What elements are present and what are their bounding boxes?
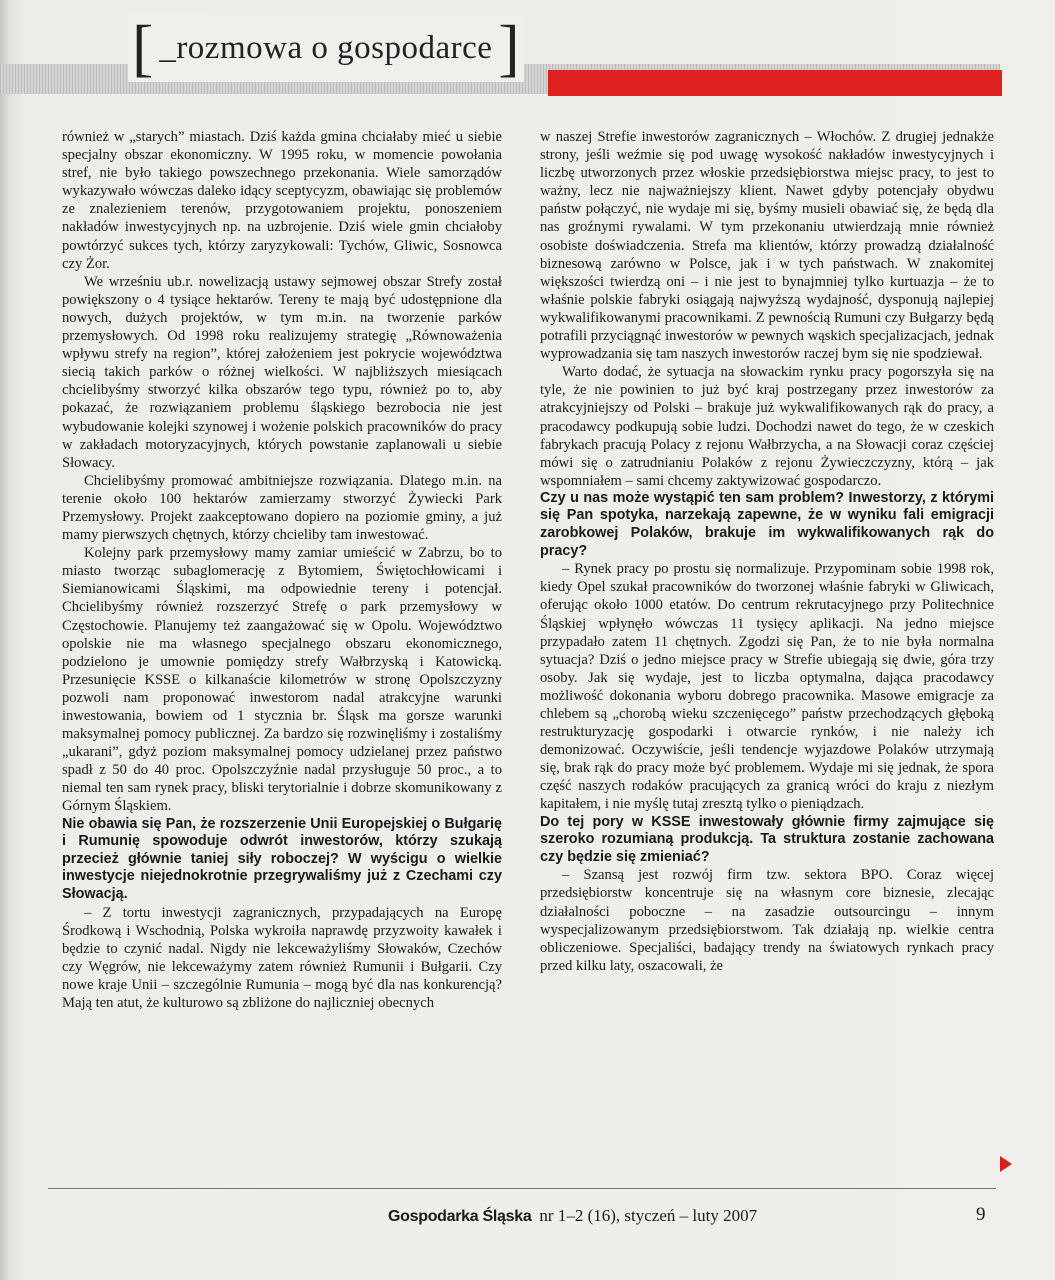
interview-question: Czy u nas może wystąpić ten sam problem? Inwestorzy, z którymi się Pan spotyka, narzekają zapewne, że w wyniku fali emigracji zarobkowej Polaków, brakuje im wykwalifikowanych rąk do pracy? — [540, 489, 994, 559]
header-red-bar — [548, 70, 1002, 96]
left-column — [62, 128, 502, 1012]
paragraph: – Z tortu inwestycji zagranicznych, przypadających na Europę Środkową i Wschodnią, Polska wykroiła naprawdę przyzwoity kawałek i będzie to czynić nadal. Nigdy nie lekceważyliśmy Słowaków, Czechów czy Węgrów, nie lekceważymy zatem również Rumunii i Bułgarii. Czy nowe kraje Unii – szczególnie Rumunia – mogą być dla nas konkurencją? Mają ten atut, że kulturowo są zbliżone do najliczniej obecnych — [62, 904, 502, 1011]
section-header — [128, 14, 524, 82]
bracket-close: ] — [498, 12, 520, 83]
paragraph: – Rynek pracy po prostu się normalizuje. Przypominam sobie 1998 rok, kiedy Opel szukał pracowników do tworzonej właśnie fabryki w Gliwicach, oferując około 1000 etatów. Do centrum rekrutacyjnego przy Politechnice Śląskiej wpłynęło wówczas 11 tysięcy aplikacji. Na jedno miejsce przypadało zatem 11 chętnych. Zgodzi się Pan, że to nie była normalna sytuacja? Dziś o jedno miejsce pracy w Strefie ubiegają się dwie, góra trzy osoby. Jak się wydaje, jest to liczba optymalna, dająca pracodawcy możliwość dokonania wyboru dobrego pracownika. Masowe emigracje za chlebem są „chorobą wieku szczenięcego” państw przechodzących głęboką restrukturyzację gospodarki i otwarcie rynków, i nie należy ich demonizować. Oczywiście, jeśli tendencje wyjazdowe Polaków utrzymają się, brak rąk do pracy może być problemem. Wydaje mi się jednak, że spora część naszych rodaków pracujących za granicą wróci do kraju z niezłym kapitałem, i nie myślę tutaj zresztą tylko o pieniądzach. — [540, 561, 994, 813]
paragraph: Chcielibyśmy promować ambitniejsze rozwiązania. Dlatego m.in. na terenie około 100 hektarów zamierzamy stworzyć Żywiecki Park Przemysłowy. Projekt zaakceptowano dopiero na poziomie gminy, a już mamy pierwszych chętnych, którzy chcieliby tam inwestować. — [62, 472, 502, 544]
footer — [388, 1206, 757, 1226]
continue-arrow-icon — [1000, 1156, 1012, 1172]
page-number: 9 — [976, 1204, 986, 1225]
right-column — [540, 128, 994, 975]
paragraph: również w „starych” miastach. Dziś każda gmina chciałaby mieć u siebie specjalny obszar ekonomiczny. W 1995 roku, w momencie powołania stref, nie było takiego powszechnego przekonania. Wiele samorządów wykazywało wówczas daleko idący sceptycyzm, obawiając się problemów ze znalezieniem terenów, przygotowaniem projektu, ponoszeniem nakładów inwestycyjnych np. na uzbrojenie. Dziś wiele gmin chciałoby powtórzyć sukces tych, którzy zaryzykowali: Tychów, Gliwic, Sosnowca czy Żor. — [62, 129, 502, 272]
interview-question: Do tej pory w KSSE inwestowały głównie firmy zajmujące się szeroko rozumianą produkcją. Ta struktura zostanie zachowana czy będzie się zmieniać? — [540, 813, 994, 865]
issue-info: nr 1–2 (16), styczeń – luty 2007 — [539, 1206, 758, 1225]
paragraph: w naszej Strefie inwestorów zagranicznych – Włochów. Z drugiej jednakże strony, jeśli weźmie się pod uwagę wysokość nakładów inwestycyjnych i liczbę utworzonych przez włoskie przedsiębiorstwa miejsc pracy, to jest to ważny, lecz nie najważniejszy klient. Nawet gdyby potencjały obydwu państw połączyć, nie wydaje mi się, byśmy musieli obawiać się, że będą dla nas groźnymi rywalami. W tym przekonaniu utwierdzają mnie również osobiste doświadczenia. Strefa ma klientów, którzy prowadzą działalność biznesową zarówno w Polsce, jak i w tych państwach. W znakomitej większości twierdzą oni – i nie jest to bynajmniej tylko kurtuazja – że to właśnie polskie fabryki osiągają najwyższą wydajność, dysponują najlepiej wykwalifikowanymi pracownikami. Z pewnością Rumuni czy Bułgarzy będą potrafili przyciągnąć inwestorów w pewnych wąskich specjalizacjach, jednak wyprowadzania się tam naszych inwestorów raczej bym się nie spodziewał. — [540, 129, 994, 363]
magazine-brand: Gospodarka Śląska — [388, 1208, 532, 1225]
paragraph: Warto dodać, że sytuacja na słowackim rynku pracy pogorszyła się na tyle, że nie powinien to już być kraj postrzegany przez inwestorów za atrakcyjniejszy od Polski – brakuje już wykwalifikowanych rąk do pracy, a pracodawcy podkupują sobie ludzi. Dochodzi nawet do tego, że w czeskich fabrykach pracują Polacy z rejonu Wałbrzycha, a na Słowacji coraz częściej mówi się o zatrudnianiu Polaków z rejonu Żywieczczyzny, którą – jak wspomniałem – sami chcemy zaktywizować gospodarczo. — [540, 364, 994, 489]
paragraph: Kolejny park przemysłowy mamy zamiar umieścić w Zabrzu, bo to miasto tworząc subaglomerację z Bytomiem, Świętochłowicami i Siemianowicami Śląskimi, ma odpowiednie tereny i potencjał. Chcielibyśmy również rozszerzyć Strefę o park przemysłowy w Częstochowie. Planujemy też zaangażować się w Opolu. Województwo opolskie nie ma własnego specjalnego obszaru ekonomicznego, podzielono je umownie pomiędzy strefy Wałbrzyską i Katowicką. Przesunięcie KSSE o kilkanaście kilometrów w stronę Opolszczyzny pozwoli nam proponować inwestorom nadal atrakcyjne warunki inwestowania, bowiem od 1 stycznia br. Śląsk ma gorsze warunki maksymalnej pomocy publicznej. Za bardzo się rozwinęliśmy i zostaliśmy „ukarani”, gdyż poziom maksymalnej pomocy udzielanej przez państwo spadł z 50 do 40 proc. Opolszczyźnie nadal przysługuje 50 proc., a to niemal ten sam rynek pracy, bliski terytorialnie i dobrze skomunikowany z Górnym Śląskiem. — [62, 545, 502, 815]
bracket-open: [ — [132, 12, 154, 83]
footer-rule — [48, 1188, 996, 1189]
section-title: _rozmowa o gospodarce — [159, 29, 493, 66]
paragraph: We wrześniu ub.r. nowelizacją ustawy sejmowej obszar Strefy został powiększony o 4 tysiące hektarów. Tereny te mają być udostępnione dla nowych, dużych projektów, w tym m.in. na tworzenie parków przemysłowych. Od 1998 roku realizujemy strategię „Równoważenia wpływu strefy na region”, której założeniem jest pokrycie województwa siecią takich parków o różnej wielkości. W najbliższych miesiącach chcielibyśmy stworzyć kilka obszarów tego typu, również po to, aby pokazać, że rozwiązaniem problemu śląskiego bezrobocia nie jest wybudowanie kolejki szynowej i wożenie polskich pracowników do pracy w zakładach motoryzacyjnych, których powstanie zaplanowali u siebie Słowacy. — [62, 273, 502, 471]
interview-question: Nie obawia się Pan, że rozszerzenie Unii Europejskiej o Bułgarię i Rumunię spowoduje odwrót inwestorów, którzy szukają przecież głównie taniej siły roboczej? W wyścigu o wielkie inwestycje niejednokrotnie przegrywaliśmy już z Czechami czy Słowacją. — [62, 815, 502, 902]
paragraph: – Szansą jest rozwój firm tzw. sektora BPO. Coraz więcej przedsiębiorstw koncentruje się na własnym core biznesie, zlecając działalności poboczne – na zasadzie outsourcingu – innym wyspecjalizowanym przedsiębiorstwom. Tak działają np. wielkie centra obliczeniowe. Specjaliści, badający trendy na światowych rynkach pracy przed kilku laty, oszacowali, że — [540, 867, 994, 974]
